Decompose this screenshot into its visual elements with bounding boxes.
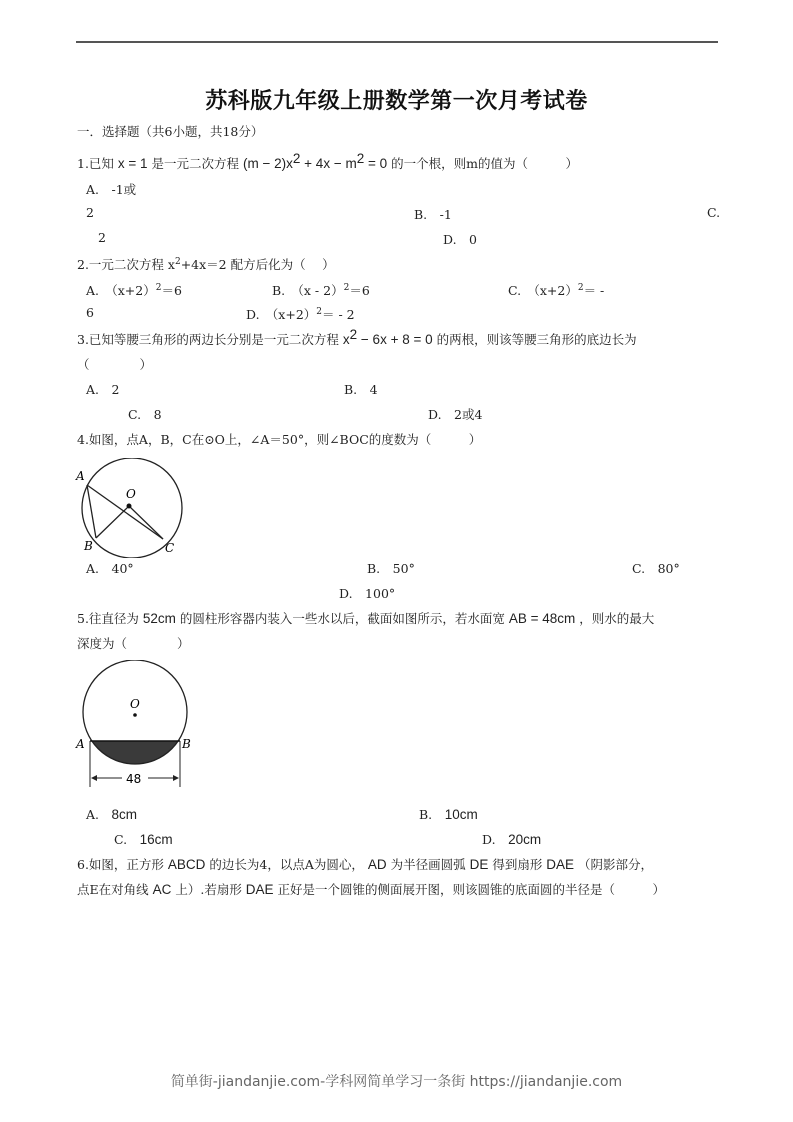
q5-option-b: B. 10cm <box>419 807 478 822</box>
section-heading: 一．选择题（共6小题，共18分） <box>77 124 264 139</box>
q2-option-a: A. $(x+2)^2=6$ <box>86 282 182 298</box>
svg-text:O: O <box>130 697 140 711</box>
question-3-stem-line2: （ ） <box>77 357 153 372</box>
q5-option-c: C. 16cm <box>114 832 173 847</box>
q4-option-a: A. 40° <box>86 561 134 576</box>
q4-option-d: D. 100° <box>339 586 396 601</box>
q1-option-b: B. -1 <box>414 207 452 222</box>
question-5-stem-line2: 深度为（ ） <box>77 636 190 651</box>
question-2-stem: 2.一元二次方程 $x^2+4x=2$ 配方后化为（ ） <box>77 256 335 272</box>
footer-watermark: 简单街-jiandanjie.com-学科网简单学习一条街 https://jiandanjie.com <box>170 1074 623 1090</box>
q5-option-a: A. 8cm <box>86 807 138 822</box>
question-5-stem: 5.往直径为 52cm 的圆柱形容器内装入一些水以后，截面如图所示，若水面宽 AB = 48cm ，则水的最大 <box>77 611 655 626</box>
question-6-stem: 6.如图，正方形 ABCD 的边长为4，以点A为圆心， AD 为半径画圆弧 DE 得到扇形 DAE （阴影部分， <box>77 857 654 872</box>
question-1-stem: 1.已知 x = 1 是一元二次方程 $(m - 2)x^2 + 4x - m^2 = 0$ 的一个根，则m的值为（ ） <box>77 150 578 171</box>
svg-text:O: O <box>126 487 136 501</box>
q1-option-c-cont: 2 <box>98 230 106 245</box>
q3-option-b: B. 4 <box>344 382 378 397</box>
svg-text:48: 48 <box>126 772 142 786</box>
svg-text:A: A <box>76 737 85 751</box>
q5-option-d: D. 20cm <box>482 832 542 847</box>
q2-option-d: D. $(x+2)^2= - 2$ <box>246 306 355 322</box>
question-3-stem: 3.已知等腰三角形的两边长分别是一元二次方程 $x^2 - 6x + 8 = 0$ 的两根，则该等腰三角形的底边长为 <box>77 326 637 347</box>
q4-option-c: C. 80° <box>632 561 680 576</box>
question-6-stem-line2: 点E在对角线 AC 上）.若扇形 DAE 正好是一个圆锥的侧面展开图，则该圆锥的底面圆的半径是（ ） <box>77 882 666 897</box>
q3-option-c: C. 8 <box>128 407 162 422</box>
q1-option-a: A. -1或 <box>86 182 137 197</box>
page-title: 苏科版九年级上册数学第一次月考试卷 <box>205 89 588 114</box>
q3-option-d: D. 2或4 <box>428 407 483 422</box>
q4-option-b: B. 50° <box>367 561 415 576</box>
q2-option-b: B. （x - 2）$^2$＝6 <box>272 282 370 298</box>
svg-text:B: B <box>84 539 93 553</box>
q1-option-d: D. 0 <box>443 232 478 247</box>
circle-inscribed-angle-figure <box>74 458 194 558</box>
q1-option-a-cont: 2 <box>86 205 94 220</box>
header-rule <box>76 41 718 43</box>
svg-text:C: C <box>165 541 175 555</box>
water-container-figure <box>74 660 204 790</box>
q2-option-c: C. $(x+2)^2=$ - <box>508 282 605 298</box>
q2-option-c-cont: 6 <box>86 305 94 320</box>
svg-text:A: A <box>76 469 85 483</box>
svg-text:B: B <box>182 737 191 751</box>
question-4-stem: 4.如图，点A，B，C在⊙O上，∠A＝50°，则∠BOC的度数为（ ） <box>77 432 482 447</box>
q3-option-a: A. 2 <box>86 382 120 397</box>
q1-option-c: C. <box>707 205 721 220</box>
